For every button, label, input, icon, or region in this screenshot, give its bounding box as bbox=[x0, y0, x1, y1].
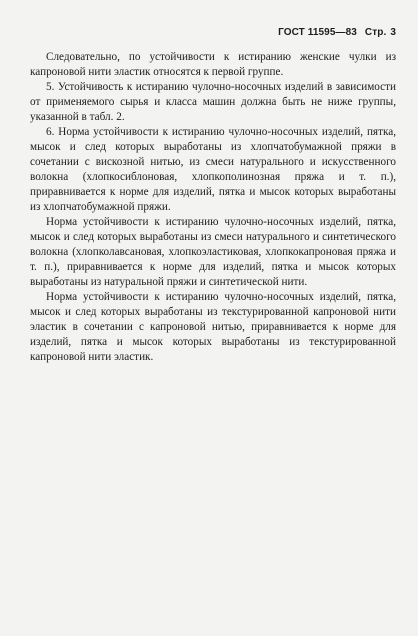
paragraph-blend-norm: Норма устойчивости к истиранию чулочно-носочных изделий, пятка, мысок и след которых выработаны из смеси натурального и синтетического волокна (хлопколавсановая, хлопкоэластиковая, хлопкокапроновая пряжа и т. п.), приравнивается к норме для изделий, пятка и мысок которых выработаны из натуральной пряжи и синтетической нити. bbox=[30, 216, 396, 288]
paragraph-textured-norm: Норма устойчивости к истиранию чулочно-носочных изделий, пятка, мысок и след которых выработаны из текстурированной капроновой нити эластик в сочетании с капроновой нитью, приравнивается к норме для изделий, пятка и мысок которых выработаны из текстурированной капроновой нити эластик. bbox=[30, 291, 396, 363]
page-header bbox=[278, 27, 396, 38]
page-label: Стр. bbox=[364, 27, 387, 38]
paragraph-conclusion: Следовательно, по устойчивости к истиранию женские чулки из капроновой нити эластик относятся к первой группе. bbox=[30, 51, 396, 78]
standard-number: ГОСТ 11595—83 bbox=[278, 27, 357, 38]
paragraph-clause-6: 6. Норма устойчивости к истиранию чулочно-носочных изделий, пятка, мысок и след которых выработаны из хлопчатобумажной пряжи в сочетании с вискозной нитью, из смеси натурального и искусственного волокна (хлопкосиблоновая, хлопкополинозная пряжа и т. п.), приравнивается к норме для изделий, пятка и мысок которых выработаны из хлопчатобумажной пряжи. bbox=[30, 126, 396, 213]
paragraph-clause-5: 5. Устойчивость к истиранию чулочно-носочных изделий в зависимости от применяемого сырья и класса машин должна быть не ниже группы, указанной в табл. 2. bbox=[30, 81, 396, 123]
body-text bbox=[30, 50, 396, 365]
page-number: 3 bbox=[390, 27, 396, 38]
